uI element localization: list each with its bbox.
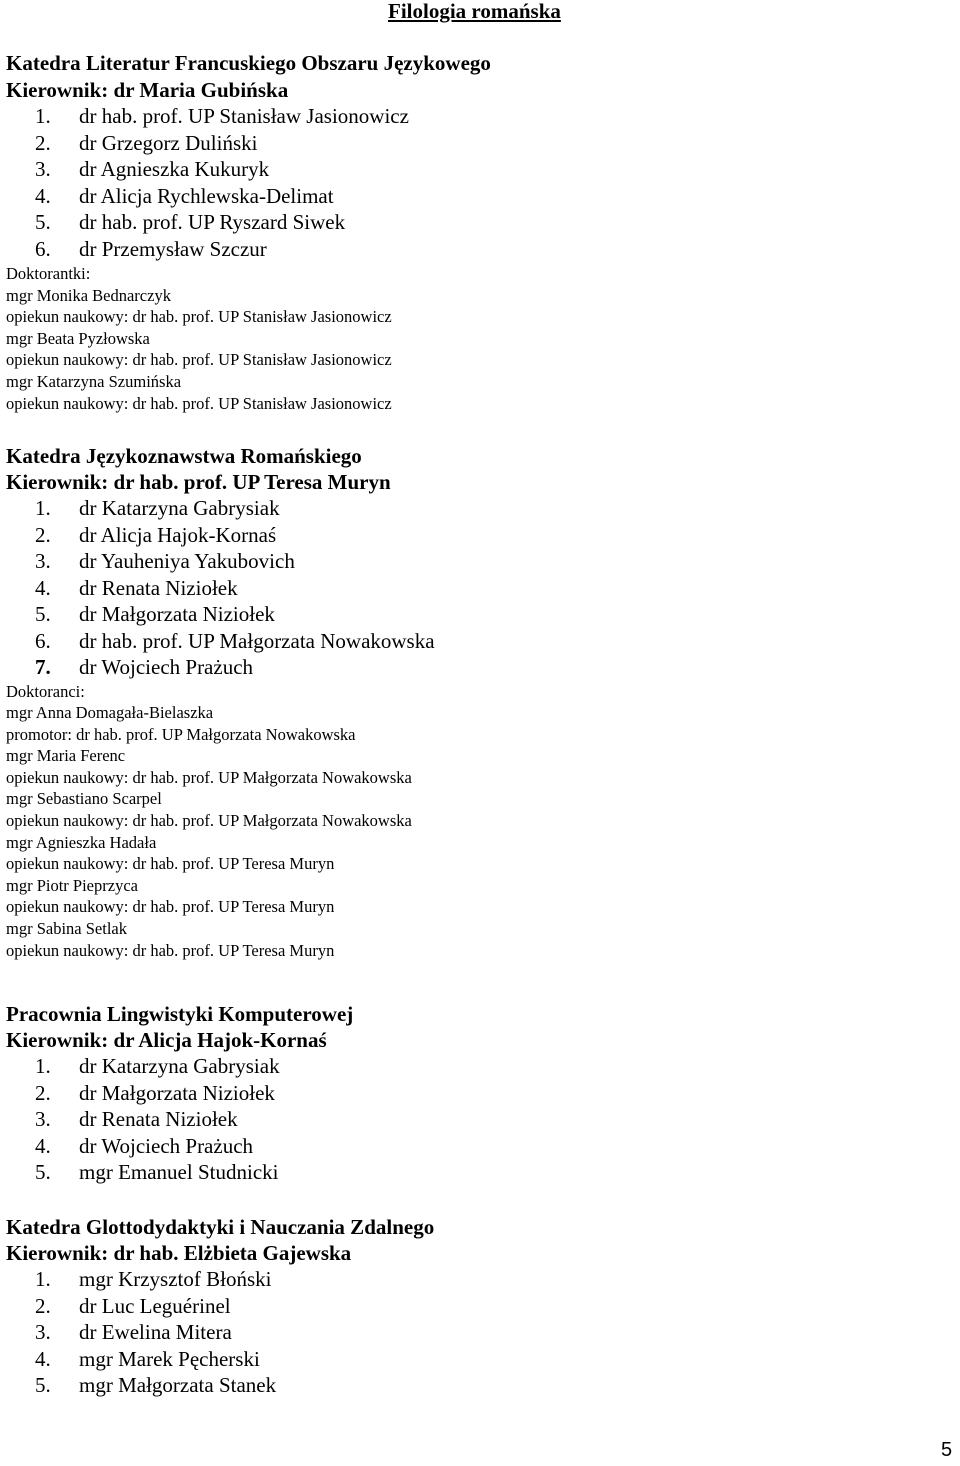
list-item — [6, 628, 906, 655]
member-name: dr Katarzyna Gabrysiak — [79, 1054, 280, 1078]
item-number: 1. — [35, 1054, 51, 1078]
doctoral-label: Doktorantki: — [6, 264, 91, 283]
member-name: dr Agnieszka Kukuryk — [79, 157, 270, 181]
list-item — [6, 601, 906, 628]
section-literatur-francuskiego — [6, 50, 906, 414]
item-number: 2. — [35, 1293, 51, 1318]
page-number: 5 — [941, 1439, 953, 1461]
doctoral-line: mgr Piotr Pieprzyca — [6, 875, 138, 895]
list-item — [6, 654, 906, 681]
list-item — [6, 1159, 906, 1186]
section-lingwistyki-komputerowej — [6, 1001, 906, 1186]
doctoral-label: Doktoranci: — [6, 681, 85, 701]
item-number: 3. — [35, 1320, 51, 1344]
list-item — [6, 1053, 906, 1080]
list-item — [6, 1266, 906, 1293]
item-number: 5. — [35, 1160, 51, 1184]
item-number: 4. — [35, 575, 51, 600]
list-item — [6, 575, 906, 602]
doctoral-line: mgr Agnieszka Hadała — [6, 832, 157, 852]
list-item — [6, 1346, 906, 1373]
doctoral-line: opiekun naukowy: dr hab. prof. UP Małgorzata Nowakowska — [6, 811, 412, 831]
page-header-title: Filologia romańska — [388, 0, 561, 23]
item-number: 2. — [35, 522, 51, 547]
member-name: mgr Małgorzata Stanek — [79, 1373, 277, 1397]
member-list — [6, 1053, 906, 1186]
list-item — [6, 1080, 906, 1107]
doctoral-line: opiekun naukowy: dr hab. prof. UP Stanisław Jasionowicz — [6, 350, 392, 370]
item-number: 2. — [35, 130, 51, 155]
item-number: 3. — [35, 1107, 51, 1131]
list-item — [6, 548, 906, 575]
member-name: dr hab. prof. UP Ryszard Siwek — [79, 210, 346, 234]
member-name: dr Renata Niziołek — [79, 1107, 238, 1131]
item-number: 4. — [35, 1346, 51, 1371]
list-item — [6, 103, 906, 130]
item-number: 3. — [35, 549, 51, 573]
list-item — [6, 236, 906, 263]
list-item — [6, 156, 906, 183]
item-number: 6. — [35, 628, 51, 653]
member-list — [6, 103, 906, 262]
item-number: 5. — [35, 1373, 51, 1397]
doctoral-line: mgr Sebastiano Scarpel — [6, 789, 162, 809]
member-name: dr Ewelina Mitera — [79, 1320, 232, 1344]
doctoral-line: opiekun naukowy: dr hab. prof. UP Małgorzata Nowakowska — [6, 767, 412, 787]
item-number: 1. — [35, 496, 51, 520]
doctoral-line: mgr Monika Bednarczyk — [6, 285, 171, 305]
item-number: 2. — [35, 1080, 51, 1105]
item-number: 7. — [35, 655, 51, 679]
doctoral-line: opiekun naukowy: dr hab. prof. UP Stanisław Jasionowicz — [6, 393, 392, 413]
section-title: Katedra Językoznawstwa Romańskiego — [6, 444, 362, 468]
member-name: dr Katarzyna Gabrysiak — [79, 496, 280, 520]
member-name: dr Alicja Rychlewska-Delimat — [79, 183, 334, 208]
section-glottodydaktyki — [6, 1214, 906, 1399]
member-name: mgr Marek Pęcherski — [79, 1346, 260, 1371]
member-name: dr hab. prof. UP Małgorzata Nowakowska — [79, 628, 435, 653]
doctoral-line: opiekun naukowy: dr hab. prof. UP Teresa Muryn — [6, 940, 335, 960]
member-name: dr Wojciech Prażuch — [79, 655, 254, 679]
member-name: dr Yauheniya Yakubovich — [79, 549, 295, 573]
doctoral-line: opiekun naukowy: dr hab. prof. UP Teresa Muryn — [6, 854, 335, 874]
member-name: dr Wojciech Prażuch — [79, 1133, 254, 1158]
member-list — [6, 1266, 906, 1399]
section-head: Kierownik: dr Maria Gubińska — [6, 77, 289, 102]
member-name: dr Małgorzata Niziołek — [79, 1080, 275, 1105]
doctoral-line: opiekun naukowy: dr hab. prof. UP Teresa Muryn — [6, 897, 335, 917]
list-item — [6, 1133, 906, 1160]
doctoral-line: mgr Sabina Setlak — [6, 919, 127, 939]
member-name: dr Luc Leguérinel — [79, 1293, 231, 1318]
item-number: 6. — [35, 236, 51, 261]
doctoral-line: opiekun naukowy: dr hab. prof. UP Stanisław Jasionowicz — [6, 307, 392, 327]
item-number: 5. — [35, 210, 51, 234]
list-item — [6, 209, 906, 236]
item-number: 5. — [35, 602, 51, 626]
member-list — [6, 495, 906, 681]
list-item — [6, 1319, 906, 1346]
list-item — [6, 1372, 906, 1399]
member-name: dr Alicja Hajok-Kornaś — [79, 522, 277, 547]
section-head: Kierownik: dr hab. prof. UP Teresa Muryn — [6, 470, 391, 494]
item-number: 4. — [35, 1133, 51, 1158]
item-number: 1. — [35, 1267, 51, 1291]
section-jezykoznawstwa-romanskiego — [6, 443, 906, 961]
list-item — [6, 1293, 906, 1320]
item-number: 4. — [35, 183, 51, 208]
section-head: Kierownik: dr Alicja Hajok-Kornaś — [6, 1028, 327, 1052]
list-item — [6, 495, 906, 522]
item-number: 3. — [35, 157, 51, 181]
member-name: dr Małgorzata Niziołek — [79, 602, 275, 626]
member-name: dr Grzegorz Duliński — [79, 130, 258, 155]
member-name: dr hab. prof. UP Stanisław Jasionowicz — [79, 104, 409, 128]
doctoral-line: mgr Anna Domagała-Bielaszka — [6, 703, 214, 723]
list-item — [6, 1106, 906, 1133]
section-title: Pracownia Lingwistyki Komputerowej — [6, 1002, 354, 1026]
list-item — [6, 183, 906, 210]
list-item — [6, 130, 906, 157]
member-name: mgr Krzysztof Błoński — [79, 1267, 272, 1291]
member-name: mgr Emanuel Studnicki — [79, 1160, 279, 1184]
doctoral-line: mgr Maria Ferenc — [6, 746, 126, 766]
section-title: Katedra Literatur Francuskiego Obszaru Językowego — [6, 51, 491, 75]
doctoral-line: mgr Katarzyna Szumińska — [6, 371, 182, 391]
doctoral-line: promotor: dr hab. prof. UP Małgorzata Nowakowska — [6, 724, 356, 744]
section-title: Katedra Glottodydaktyki i Nauczania Zdalnego — [6, 1215, 435, 1239]
section-head: Kierownik: dr hab. Elżbieta Gajewska — [6, 1241, 352, 1265]
list-item — [6, 522, 906, 549]
member-name: dr Renata Niziołek — [79, 575, 238, 600]
member-name: dr Przemysław Szczur — [79, 236, 267, 261]
item-number: 1. — [35, 104, 51, 128]
doctoral-line: mgr Beata Pyzłowska — [6, 328, 150, 348]
